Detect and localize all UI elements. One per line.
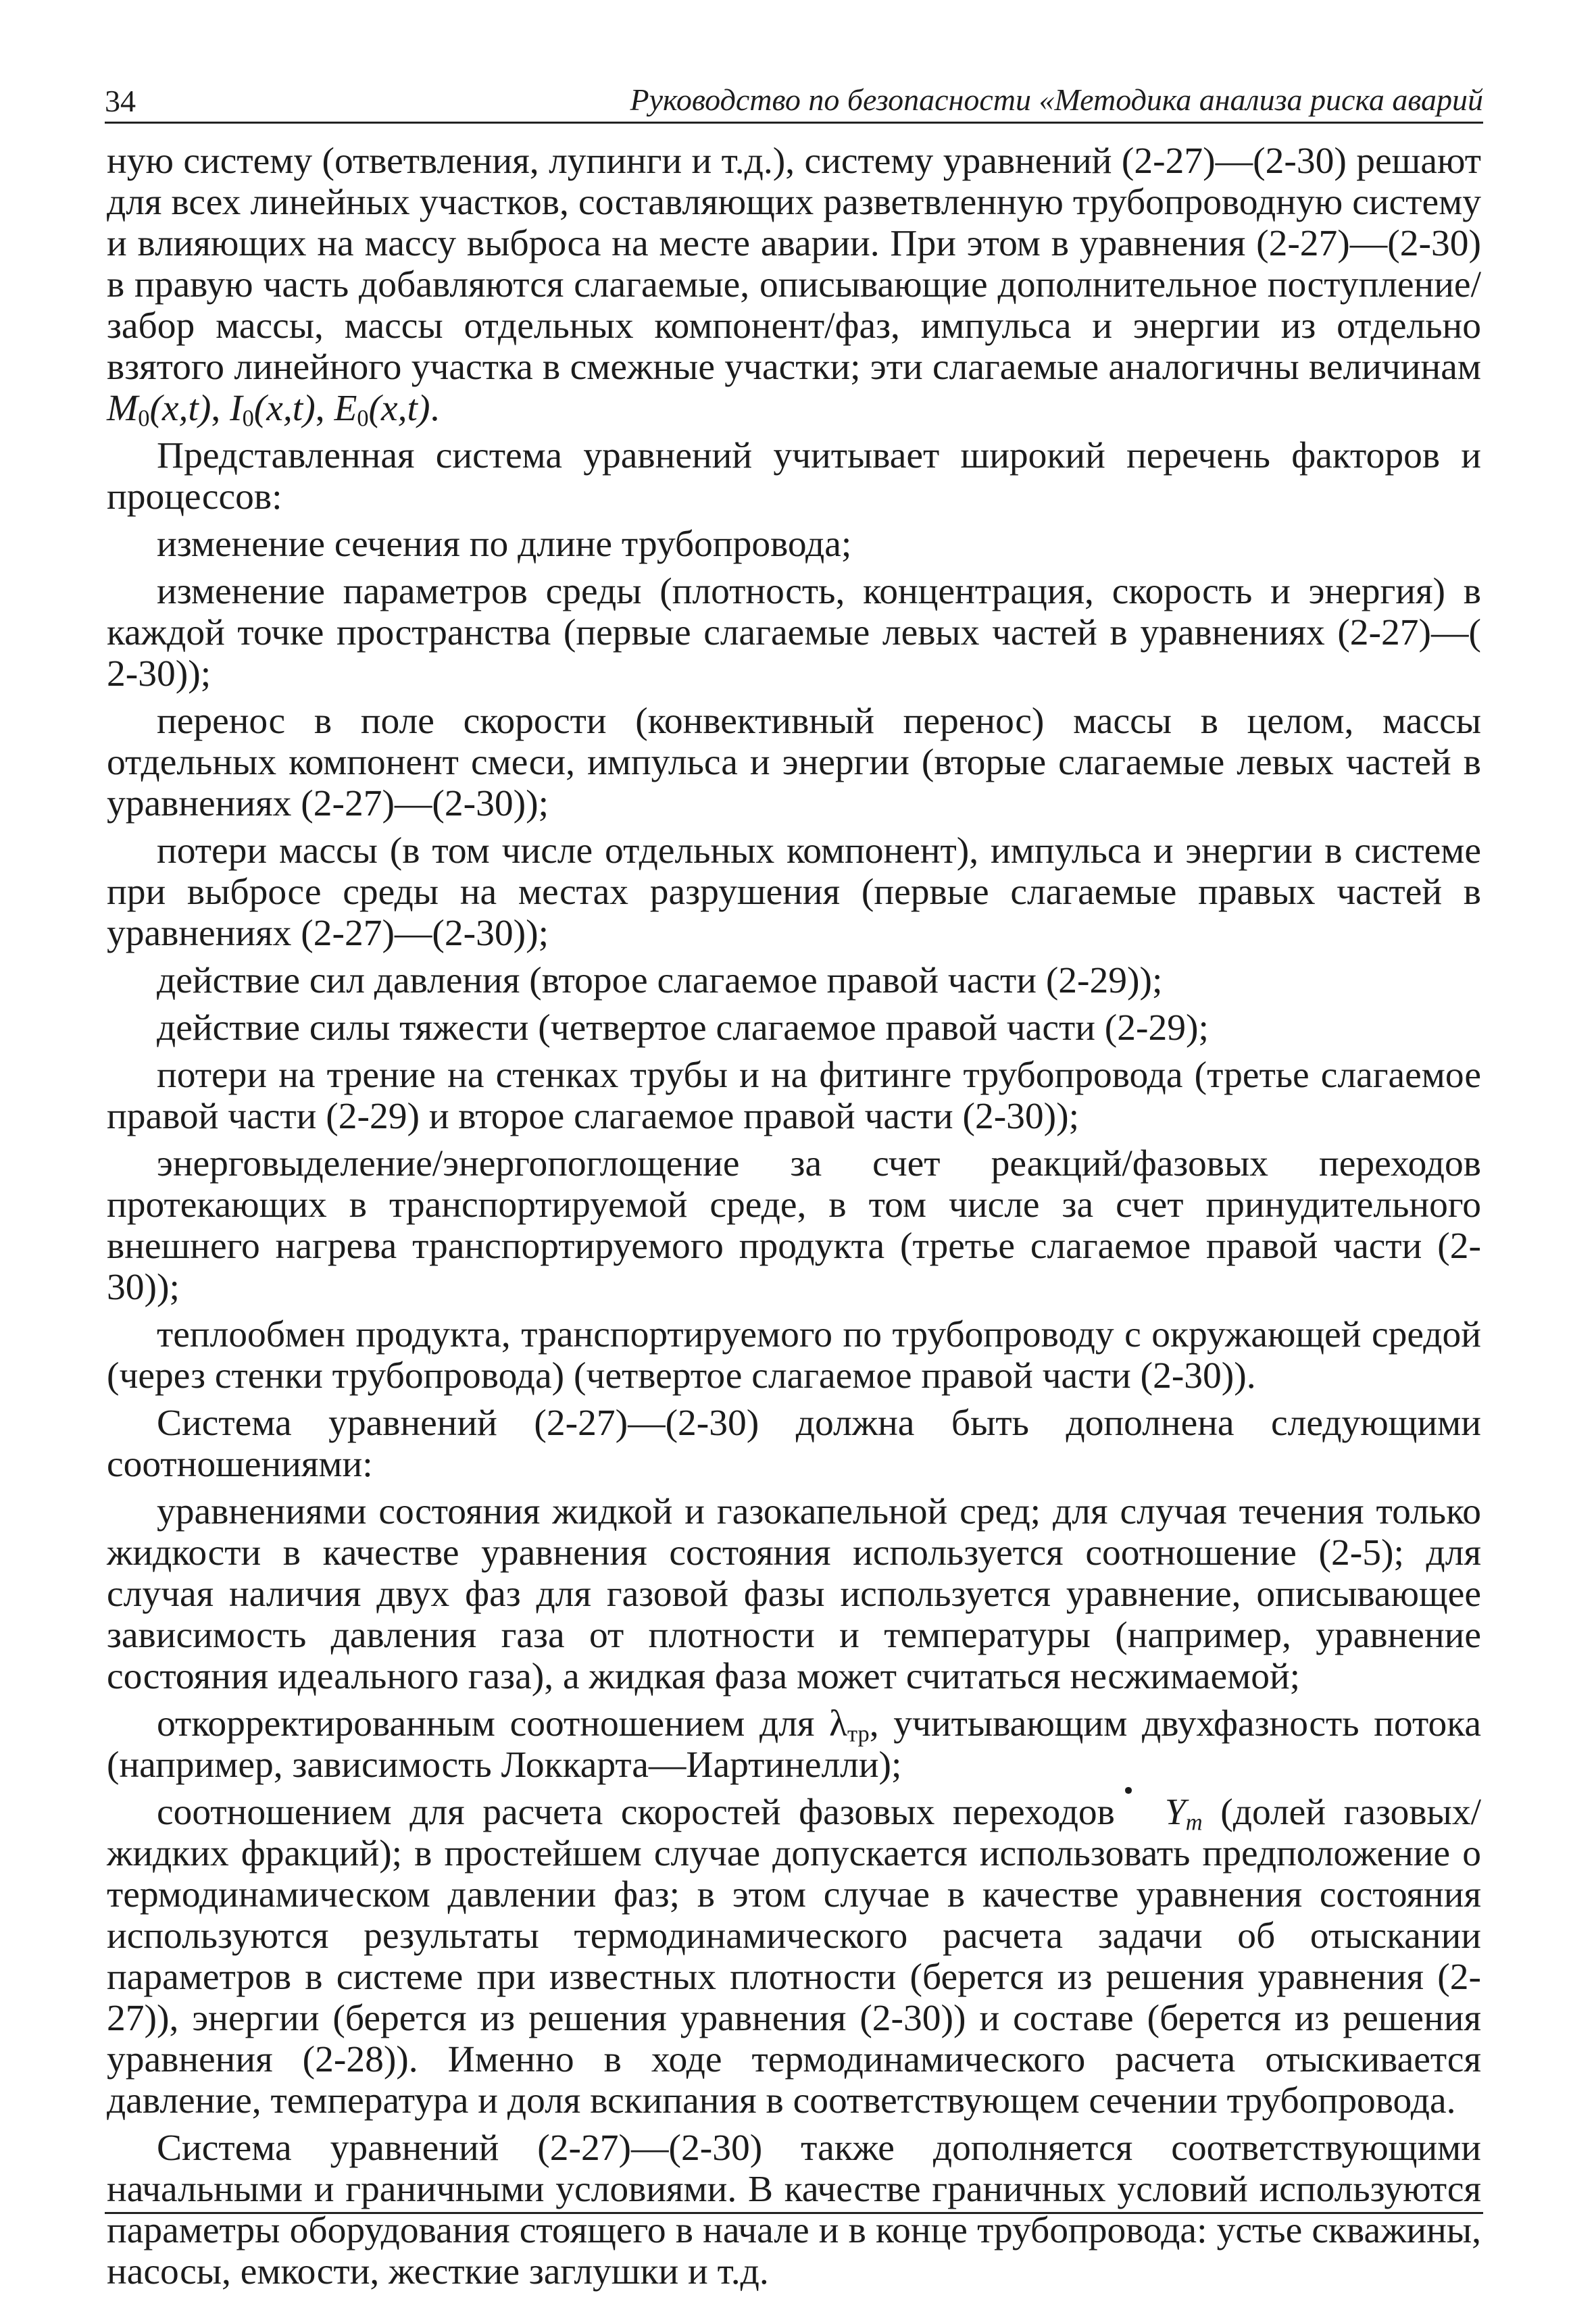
page-number: 34: [105, 84, 136, 118]
paragraph-factors-intro: Представленная система уравнений учитывает широкий перечень факторов и процессов:: [107, 435, 1481, 518]
paragraph-continuation: [107, 141, 1481, 432]
subscript-zero: 0: [138, 405, 150, 432]
p1-text: ную систему (ответвления, лупинги и т.д.), систему уравнений (2-27)—(2-30) решают для всех линейных участков, составляющих разветвленную трубопроводную систему и влияющих на массу выброса на месте аварии. При этом в уравнения (2-27)—(2-30) в правую часть добавляются слагаемые, описывающие дополнительное поступление/забор массы, массы отдельных компонент/фаз, импульса и энергии из отдельно взятого линейного участка в смежные участки; эти слагаемые аналогичны величинам: [107, 141, 1481, 388]
p15-after: (долей газовых/жидких фракций); в простейшем случае допускается использовать предположение о термодинамическом давлении фаз; в этом случае в качестве уравнения состояния используются результаты термодинамического расчета задачи об отыскании параметров в системе при известных плотности (берется из решения уравнения (2-27)), энергии (берется из решения уравнения (2-30)) и составе (берется из решения уравнения (2-28)). Именно в ходе термодинамического расчета отыскивается давление, температура и доля вскипания в соответствующем сечении трубопровода.: [107, 1792, 1481, 2121]
subscript-zero: 0: [242, 405, 254, 432]
argument-xt: (x,t): [253, 388, 316, 429]
argument-xt: (x,t): [368, 388, 430, 429]
y-subscript: m: [1185, 1809, 1203, 1836]
separator-comma: ,: [315, 388, 334, 429]
lambda-symbol: λ: [829, 1703, 848, 1744]
list-item-friction: потери на трение на стенках трубы и на фитинге трубопровода (третье слагаемое правой части (2-29) и второе слагаемое правой части (2-30));: [107, 1055, 1481, 1137]
argument-xt: (x,t): [149, 388, 211, 429]
bottom-rule: [105, 2212, 1483, 2214]
list-item-cross-section: изменение сечения по длине трубопровода;: [157, 524, 852, 565]
p14-before: откорректированным соотношением для: [157, 1703, 830, 1744]
list-item-convective-transfer: перенос в поле скорости (конвективный перенос) массы в целом, массы отдельных компонент смеси, импульса и энергии (вторые слагаемые левых частей в уравнениях (2-27)—(2-30));: [107, 701, 1481, 824]
subscript-zero: 0: [357, 405, 369, 432]
list-item-medium-parameters: изменение параметров среды (плотность, концентрация, скорость и энергия) в каждой точке пространства (первые слагаемые левых частей в уравнениях (2-27)—( 2-30));: [107, 571, 1481, 695]
p15-before: соотношением для расчета скоростей фазовых переходов: [157, 1792, 1115, 1833]
y-dot-symbol: Y: [1115, 1792, 1186, 1833]
separator-comma: ,: [211, 388, 230, 429]
list-item-pressure-forces: действие сил давления (второе слагаемое правой части (2-29));: [157, 960, 1163, 1001]
symbol-i: I: [230, 388, 243, 429]
list-item-friction-coefficient: [107, 1703, 1481, 1786]
paragraph-supplement-intro: Система уравнений (2-27)—(2-30) должна быть дополнена следующими соотношениями:: [107, 1403, 1481, 1485]
list-item-mass-losses: потери массы (в том числе отдельных компонент), импульса и энергии в системе при выбросе среды на местах разрушения (первые слагаемые правых частей в уравнениях (2-27)—(2-30));: [107, 830, 1481, 954]
page-body: [107, 141, 1481, 2298]
p14-after: , учитывающим двухфазность потока (например, зависимость Локкарта—Иартинелли);: [107, 1703, 1481, 1786]
paragraph-boundary-conditions: Система уравнений (2-27)—(2-30) также дополняется соответствующими начальными и граничными условиями. В качестве граничных условий используются параметры оборудования стоящего в начале и в конце трубопровода: устье скважины, насосы, емкости, жесткие заглушки и т.д.: [107, 2128, 1481, 2292]
lambda-subscript: тр: [847, 1721, 870, 1747]
end-period: .: [430, 388, 440, 429]
list-item-equations-of-state: уравнениями состояния жидкой и газокапельной сред; для случая течения только жидкости в качестве уравнения состояния используется соотношение (2-5); для случая наличия двух фаз для газовой фазы используется уравнение, описывающее зависимость давления газа от плотности и температуры (например, уравнение состояния идеального газа), а жидкая фаза может считаться несжимаемой;: [107, 1491, 1481, 1697]
symbol-m: M: [107, 388, 139, 429]
running-title: Руководство по безопасности «Методика анализа риска аварий: [630, 82, 1483, 117]
list-item-energy-release: энерговыделение/энергопоглощение за счет реакций/фазовых переходов протекающих в транспортируемой среде, в том числе за счет принудительного внешнего нагрева транспортируемого продукта (третье слагаемое правой части (2-30));: [107, 1143, 1481, 1308]
list-item-heat-exchange: теплообмен продукта, транспортируемого по трубопроводу с окружающей средой (через стенки трубопровода) (четвертое слагаемое правой части (2-30)).: [107, 1314, 1481, 1397]
symbol-e: E: [334, 388, 357, 429]
list-item-phase-transitions: [107, 1792, 1481, 2121]
list-item-gravity: действие силы тяжести (четвертое слагаемое правой части (2-29);: [157, 1007, 1209, 1049]
page-header: [105, 80, 1483, 124]
